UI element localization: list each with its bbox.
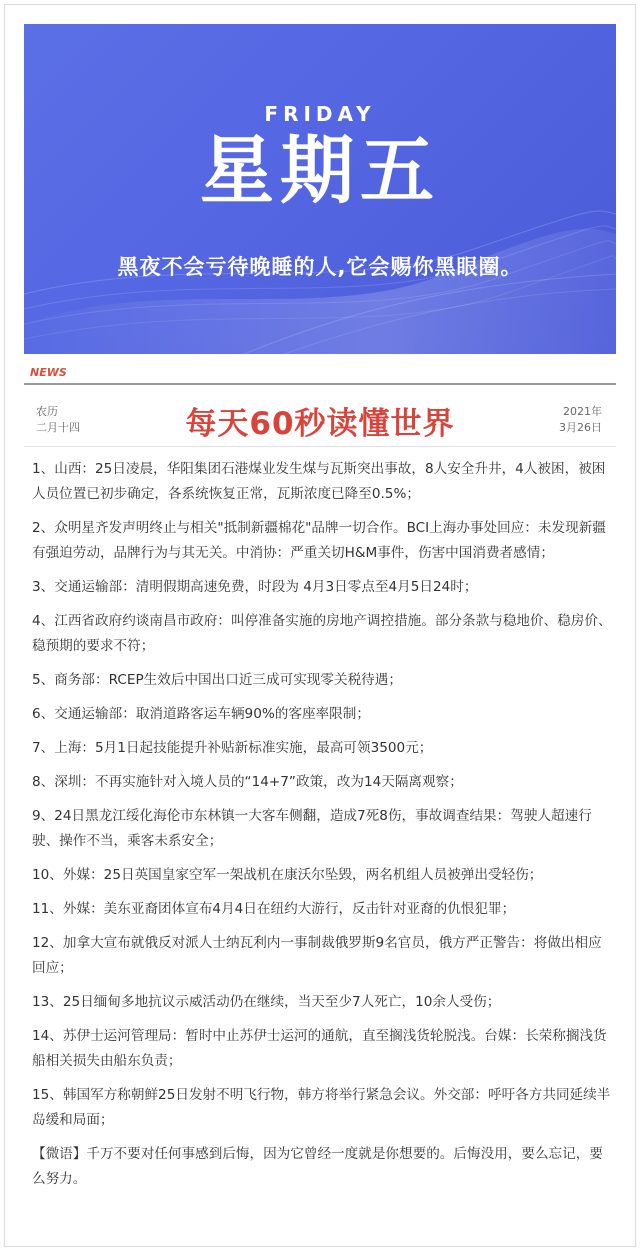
news-item: 6、交通运输部：取消道路客运车辆90%的客座率限制； [32,706,370,722]
news-item: 8、深圳：不再实施针对入境人员的“14+7”政策，改为14天隔离观察； [32,774,463,790]
news-tag: NEWS [30,366,67,379]
daily-quote: 【微语】千万不要对任何事感到后悔，因为它曾经一度就是你想要的。后悔没用，要么忘记，要么努力。 [32,1146,603,1187]
news-item: 13、25日缅甸多地抗议示威活动仍在继续，当天至少7人死亡，10余人受伤； [32,994,501,1010]
news-item: 4、江西省政府约谈南昌市政府：叫停准备实施的房地产调控措施。部分条款与稳地价、稳房价、稳预期的要求不符； [32,613,612,654]
news-item: 14、苏伊士运河管理局：暂时中止苏伊士运河的通航，直至搁浅货轮脱浅。台媒：长荣称搁浅货船相关损失由船东负责； [32,1028,607,1069]
news-item: 15、韩国军方称朝鲜25日发射不明飞行物，韩方将举行紧急会议。外交部：呼吁各方共同延续半岛缓和局面； [32,1087,611,1128]
lunar-label: 农历 [36,405,58,418]
banner-image [24,24,616,354]
lunar-date: 二月十四 [36,421,80,434]
date-year: 2021年 [563,405,602,418]
news-item: 2、众明星齐发声明终止与相关"抵制新疆棉花"品牌一切合作。BCI上海办事处回应：未发现新疆有强迫劳动，品牌行为与其无关。中消协：严重关切H&M事件，伤害中国消费者感情； [32,520,606,561]
news-list [32,457,612,1201]
news-item: 3、交通运输部：清明假期高速免费，时段为 4月3日零点至4月5日24时； [32,579,478,595]
news-item: 7、上海：5月1日起技能提升补贴新标准实施，最高可领3500元； [32,740,433,756]
weekday-chinese: 星期五 [200,128,440,214]
date-month-day: 3月26日 [559,421,602,434]
news-item: 10、外媒：25日英国皇家空军一架战机在康沃尔坠毁，两名机组人员被弹出受轻伤； [32,867,543,883]
weekday-english: FRIDAY [264,102,376,126]
news-item: 12、加拿大宣布就俄反对派人士纳瓦利内一事制裁俄罗斯9名官员，俄方严正警告：将做出相应回应； [32,935,602,976]
news-item: 9、24日黑龙江绥化海伦市东林镇一大客车侧翻，造成7死8伤，事故调查结果：驾驶人超速行驶、操作不当，乘客未系安全； [32,808,592,849]
news-item: 11、外媒：美东亚裔团体宣布4月4日在纽约大游行，反击针对亚裔的仇恨犯罪； [32,901,516,917]
header-divider [24,446,616,447]
page-title: 每天60秒读懂世界 [185,406,455,442]
banner-slogan: 黑夜不会亏待晚睡的人,它会赐你黑眼圈。 [117,255,523,279]
news-divider [24,383,616,385]
news-item: 5、商务部：RCEP生效后中国出口近三成可实现零关税待遇； [32,672,402,688]
news-item: 1、山西：25日凌晨，华阳集团石港煤业发生煤与瓦斯突出事故，8人安全升井，4人被困，被困人员位置已初步确定，各系统恢复正常，瓦斯浓度已降至0.5%； [32,461,606,502]
